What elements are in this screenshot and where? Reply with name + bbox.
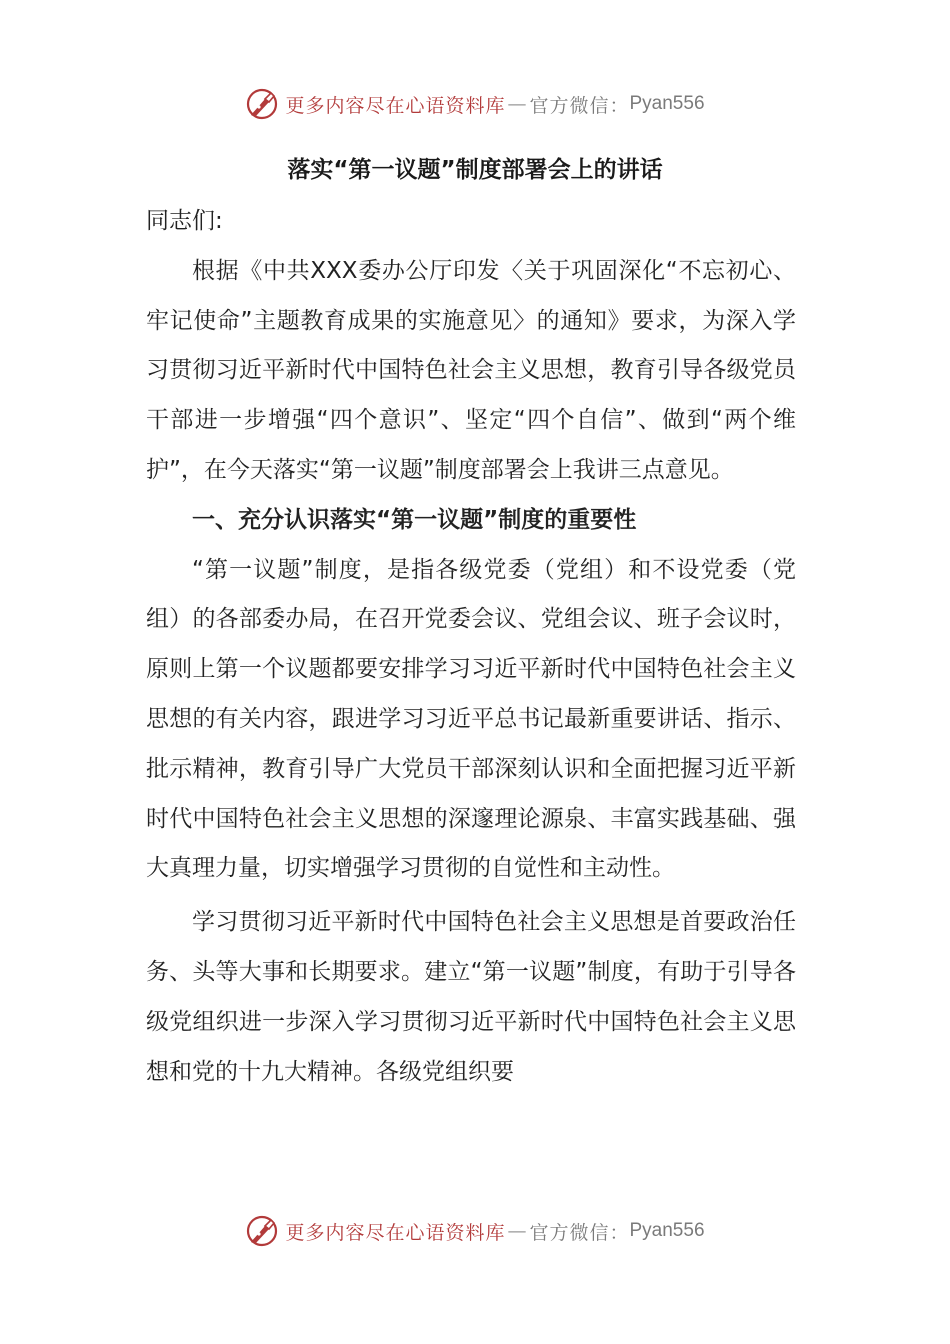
banner-dash: — <box>507 93 528 115</box>
paragraph-intro: 根据《中共XXX委办公厅印发〈关于巩固深化“不忘初心、牢记使命”主题教育成果的实施意见〉的通知》要求，为深入学习贯彻习近平新时代中国特色社会主义思想，教育引导各级党员干部进一步增强“四个意识”、坚定“四个自信”、做到“两个维护”，在今天落实“第一议题”制度部署会上我讲三点意见。 <box>146 257 796 483</box>
banner-main-text: 更多内容尽在心语资料库 <box>285 94 506 117</box>
paragraph-definition: “第一议题”制度，是指各级党委（党组）和不设党委（党组）的各部委办局，在召开党委会议、党组会议、班子会议时，原则上第一个议题都要安排学习习近平新时代中国特色社会主义思想的有关内容，跟进学习习近平总书记最新重要讲话、指示、批示精神，教育引导广大党员干部深刻认识和全面把握习近平新时代中国特色社会主义思想的深邃理论源泉、丰富实践基础、强大真理力量，切实增强学习贯彻的自觉性和主动性。 <box>146 556 796 882</box>
pen-nib-logo-icon <box>245 87 279 121</box>
banner-wechat-label: 官方微信： <box>529 94 630 117</box>
section-heading-1: 一、充分认识落实“第一议题”制度的重要性 <box>192 506 637 533</box>
banner-dash: — <box>507 1220 528 1242</box>
banner-main-text: 更多内容尽在心语资料库 <box>285 1221 506 1244</box>
header-banner <box>0 84 950 124</box>
banner-wechat-id: Pyan556 <box>629 1220 705 1241</box>
banner-wechat-label: 官方微信： <box>529 1221 630 1244</box>
banner-wechat-id: Pyan556 <box>629 93 705 114</box>
document-title: 落实“第一议题”制度部署会上的讲话 <box>287 157 663 183</box>
paragraph-significance: 学习贯彻习近平新时代中国特色社会主义思想是首要政治任务、头等大事和长期要求。建立“第一议题”制度，有助于引导各级党组织进一步深入学习贯彻习近平新时代中国特色社会主义思想和党的十九大精神。各级党组织要 <box>146 909 796 1085</box>
footer-banner <box>0 1211 950 1251</box>
pen-nib-logo-icon <box>245 1214 279 1248</box>
document-body <box>146 197 796 1097</box>
salutation: 同志们: <box>146 208 223 234</box>
